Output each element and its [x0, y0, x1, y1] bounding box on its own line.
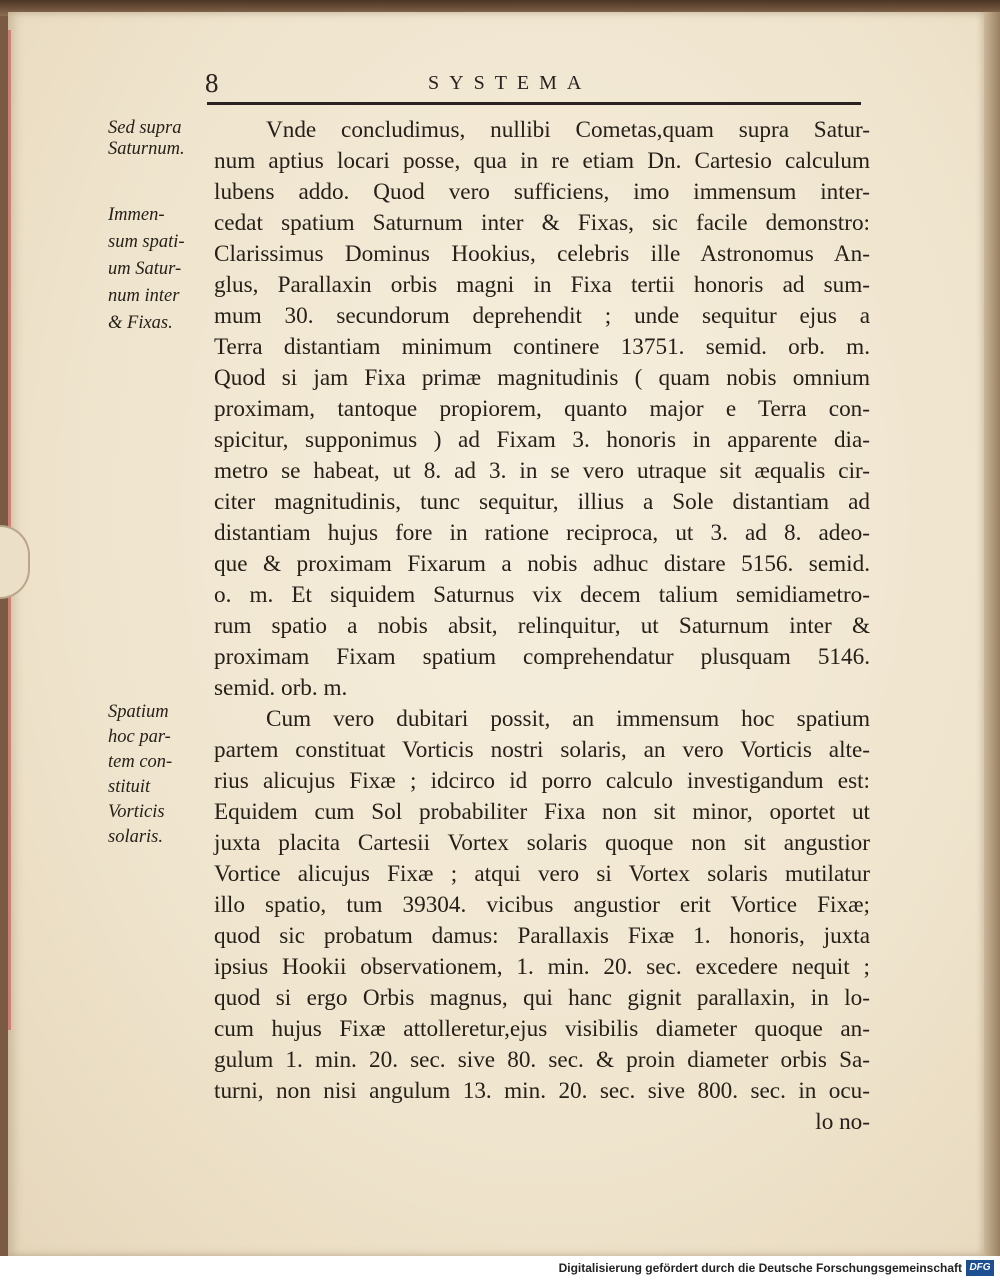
text-line: rum spatio a nobis absit, relinquitur, ut Saturnum inter & — [214, 613, 870, 639]
text-line: lubens addo. Quod vero sufficiens, imo immensum inter- — [214, 179, 870, 205]
text-line: rius alicujus Fixæ ; idcirco id porro calculo investigandum est: — [214, 768, 870, 794]
margin-note-line: & Fixas. — [108, 313, 173, 333]
text-line: illo spatio, tum 39304. vicibus angustior erit Vortice Fixæ; — [214, 892, 870, 918]
margin-note-line: Vorticis — [108, 802, 165, 822]
margin-note-line: solaris. — [108, 827, 164, 847]
text-line: semid. orb. m. — [214, 675, 348, 701]
text-line: mum 30. secundorum deprehendit ; unde sequitur ejus a — [214, 303, 870, 329]
page-header — [0, 62, 1000, 112]
text-line: distantiam hujus fore in ratione reciproca, ut 3. ad 8. adeo- — [214, 520, 870, 546]
text-line: gulum 1. min. 20. sec. sive 80. sec. & proin diameter orbis Sa- — [214, 1047, 870, 1073]
text-line: Quod si jam Fixa primæ magnitudinis ( quam nobis omnium — [214, 365, 870, 391]
text-line: proximam Fixam spatium comprehendatur plusquam 5146. — [214, 644, 870, 670]
text-line: Equidem cum Sol probabiliter Fixa non sit minor, oportet ut — [214, 799, 870, 825]
text-line: o. m. Et siquidem Saturnus vix decem talium semidiametro- — [214, 582, 870, 608]
text-line: cedat spatium Saturnum inter & Fixas, sic facile demonstro: — [214, 210, 870, 236]
page-edge — [984, 12, 1000, 1256]
page-number: 8 — [205, 68, 219, 98]
margin-note-line: hoc par- — [108, 727, 171, 747]
text-line: juxta placita Cartesii Vortex solaris quoque non sit angustior — [214, 830, 870, 856]
text-line: quod sic probatum damus: Parallaxis Fixæ 1. honoris, juxta — [214, 923, 870, 949]
digitization-footer — [0, 1256, 1000, 1281]
text-line: Vnde concludimus, nullibi Cometas,quam supra Satur- — [266, 117, 870, 143]
margin-note-line: stituit — [108, 777, 151, 797]
text-line: spicitur, supponimus ) ad Fixam 3. honoris in apparente dia- — [214, 427, 870, 453]
margin-note-line: num inter — [108, 286, 180, 306]
margin-note-2 — [108, 202, 214, 337]
margin-note-1 — [108, 118, 214, 160]
text-line: metro se habeat, ut 8. ad 3. in se vero utraque sit æqualis cir- — [214, 458, 870, 484]
dfg-logo: DFG — [966, 1260, 994, 1276]
margin-note-line: sum spati- — [108, 232, 185, 252]
margin-note-line: Immen- — [108, 205, 165, 225]
footer-credit: Digitalisierung gefördert durch die Deutsche Forschungsgemeinschaft — [558, 1261, 962, 1275]
margin-note-line: tem con- — [108, 752, 173, 772]
text-line: Terra distantiam minimum continere 13751. semid. orb. m. — [214, 334, 870, 360]
margin-note-line: Saturnum. — [108, 139, 185, 159]
text-line: Clarissimus Dominus Hookius, celebris ille Astronomus An- — [214, 241, 870, 267]
text-line: Vortice alicujus Fixæ ; atqui vero si Vortex solaris mutilatur — [214, 861, 870, 887]
text-line: Cum vero dubitari possit, an immensum hoc spatium — [266, 706, 870, 732]
margin-note-line: Sed supra — [108, 118, 182, 138]
text-line: num aptius locari posse, qua in re etiam Dn. Cartesio calculum — [214, 148, 870, 174]
text-line: turni, non nisi angulum 13. min. 20. sec. sive 800. sec. in ocu- — [214, 1078, 870, 1104]
text-line: proximam, tantoque propiorem, quanto major e Terra con- — [214, 396, 870, 422]
margin-note-3 — [108, 700, 214, 850]
text-line: partem constituat Vorticis nostri solaris, an vero Vorticis alte- — [214, 737, 870, 763]
margin-note-line: um Satur- — [108, 259, 182, 279]
text-line: que & proximam Fixarum a nobis adhuc distare 5156. semid. — [214, 551, 870, 577]
catchword: lo no- — [815, 1109, 870, 1135]
text-line: citer magnitudinis, tunc sequitur, illius a Sole distantiam ad — [214, 489, 870, 515]
text-line: glus, Parallaxin orbis magni in Fixa tertii honoris ad sum- — [214, 272, 870, 298]
margin-note-line: Spatium — [108, 702, 169, 722]
header-rule — [207, 102, 861, 105]
text-line: ipsius Hookii observationem, 1. min. 20. sec. excedere nequit ; — [214, 954, 870, 980]
text-line: quod si ergo Orbis magnus, qui hanc gignit parallaxin, in lo- — [214, 985, 870, 1011]
text-line: cum hujus Fixæ attolleretur,ejus visibilis diameter quoque an- — [214, 1016, 870, 1042]
running-title: SYSTEMA — [428, 72, 592, 94]
